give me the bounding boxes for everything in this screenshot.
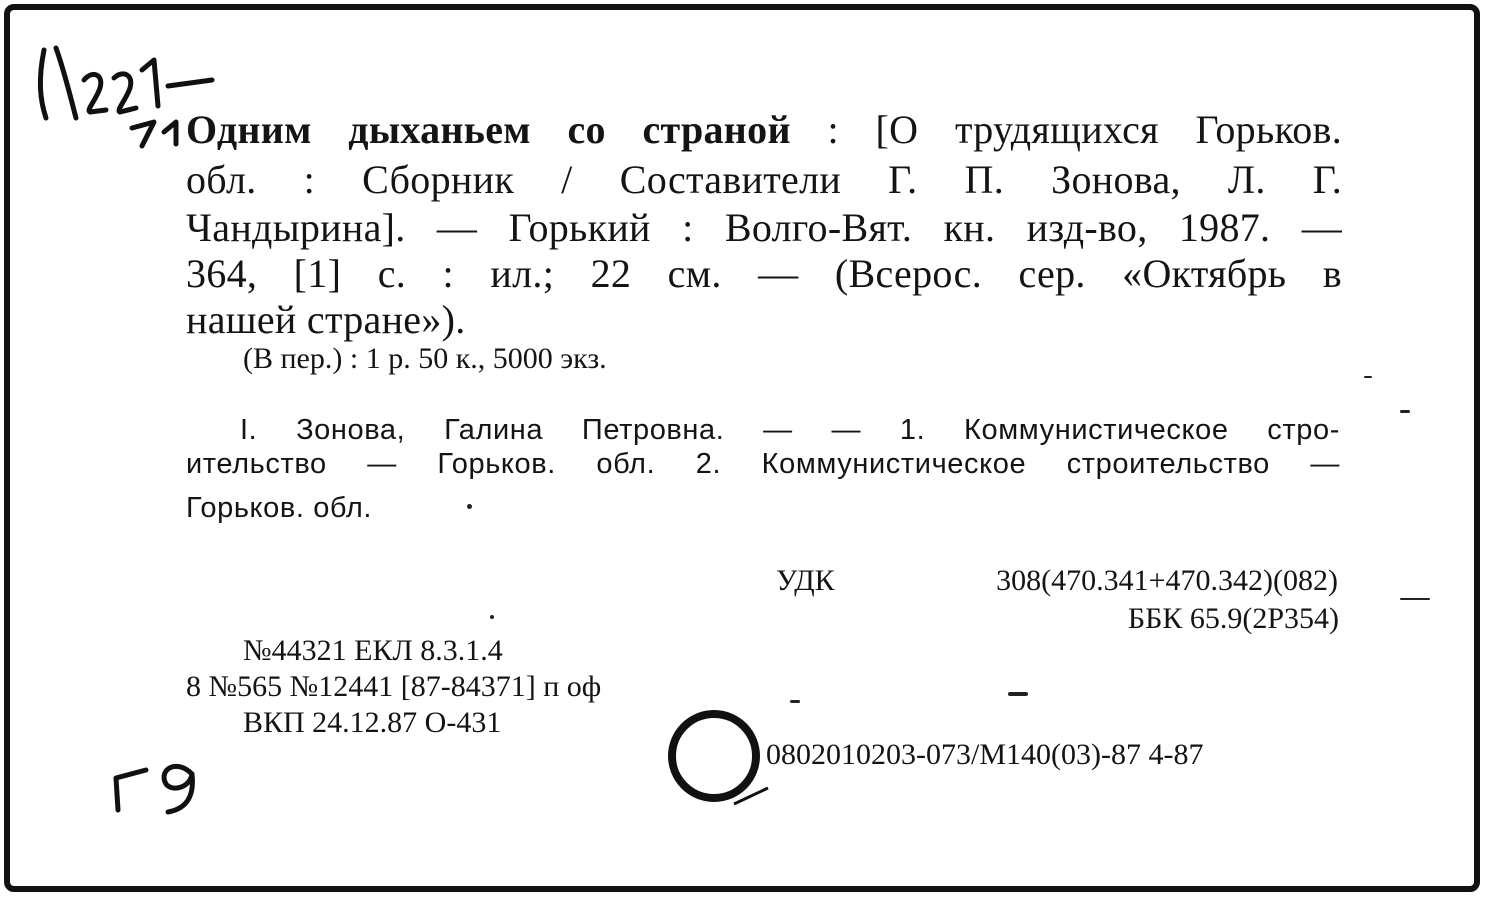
catalog-line-3: ВКП 24.12.87 О-431: [243, 706, 502, 739]
scan-speck: [467, 504, 472, 509]
catalog-line-1: №44321 ЕКЛ 8.3.1.4: [243, 634, 503, 667]
scan-speck: [790, 700, 800, 703]
scan-speck: [490, 615, 494, 619]
entry-line-4: нашей стране»).: [186, 297, 466, 342]
handwritten-corner-note: [106, 752, 216, 822]
scan-speck: [1008, 692, 1028, 696]
entry-line-2: Чандырина]. — Горький : Волго-Вят. кн. изд-во, 1987. —: [186, 205, 1342, 250]
entry-title-rest: : [О трудящихся Горьков.: [790, 107, 1343, 152]
scan-speck: [1400, 598, 1430, 600]
udk-code: УДК 308(470.341+470.342)(082): [776, 564, 1338, 597]
subject-line-1: I. Зонова, Галина Петровна. — — 1. Коммунистическое стро-: [240, 414, 1340, 446]
entry-title: Одним дыханьем со страной: [186, 107, 791, 152]
index-code: 0802010203-073/М140(03)-87 4-87: [766, 738, 1204, 771]
scan-speck: [1400, 410, 1410, 413]
circle-stamp: [664, 704, 774, 824]
bbk-code: ББК 65.9(2Р354): [1127, 602, 1339, 635]
scan-speck: [1364, 376, 1372, 378]
price-line: (В пер.) : 1 р. 50 к., 5000 экз.: [243, 342, 607, 375]
catalog-line-2: 8 №565 №12441 [87-84371] п оф: [186, 670, 602, 703]
entry-line-1: обл. : Сборник / Составители Г. П. Зонова, Л. Г.: [186, 157, 1342, 202]
entry-line-3: 364, [1] с. : ил.; 22 см. — (Всерос. сер. «Октябрь в: [186, 251, 1342, 296]
subject-line-3: Горьков. обл.: [186, 492, 373, 524]
subject-line-2: ительство — Горьков. обл. 2. Коммунистическое строительство —: [186, 448, 1340, 480]
entry-title-line: [186, 106, 1342, 153]
